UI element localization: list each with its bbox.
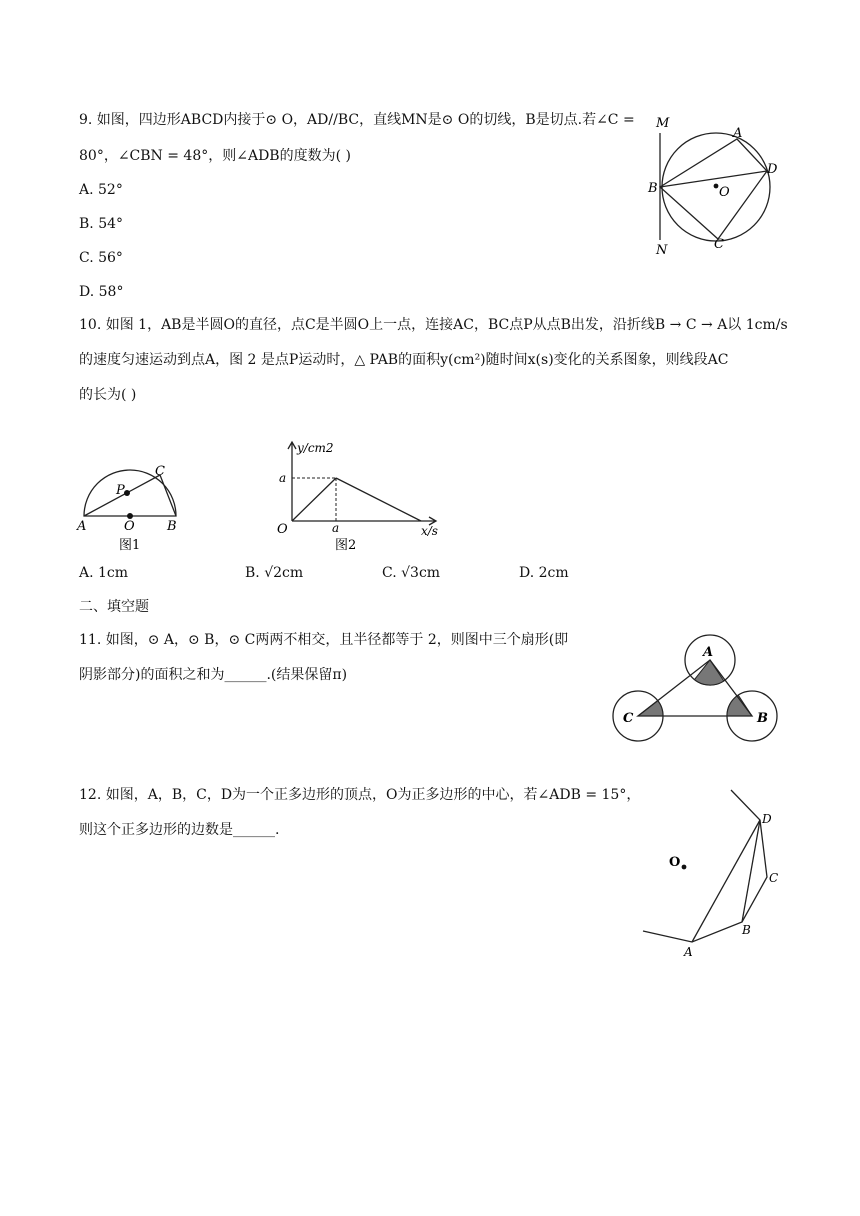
q10-fig2-origin: O bbox=[277, 522, 288, 537]
q10-fig2-caption: 图2 bbox=[335, 538, 357, 553]
q9-label-n: N bbox=[656, 243, 668, 258]
q9-label-m: M bbox=[656, 116, 670, 131]
q10-option-b: B. √2cm bbox=[245, 565, 304, 581]
q9-label-a: A bbox=[733, 126, 743, 141]
q12-line1: 12. 如图，A，B，C，D为一个正多边形的顶点，O为正多边形的中心，若∠ADB = 15°， bbox=[79, 787, 641, 803]
q12-label-o: O bbox=[669, 855, 681, 870]
q10-fig1-label-b: B bbox=[167, 519, 177, 534]
q11-label-b: B bbox=[757, 711, 768, 726]
q12-figure bbox=[635, 785, 785, 960]
q10-fig1-label-c: C bbox=[155, 464, 165, 479]
q10-fig1-label-a: A bbox=[77, 519, 87, 534]
q10-fig2-ylabel: y/cm2 bbox=[297, 441, 334, 455]
q12-label-b: B bbox=[742, 923, 751, 937]
q11-line2: 阴影部分)的面积之和为______.(结果保留π) bbox=[79, 667, 348, 683]
q11-label-a: A bbox=[703, 645, 714, 660]
q9-option-b: B. 54° bbox=[79, 216, 124, 232]
q10-line2: 的速度匀速运动到点A，图 2 是点P运动时，△ PAB的面积y(cm²)随时间x(s)变化的关系图象，则线段AC bbox=[79, 352, 729, 368]
q10-option-d: D. 2cm bbox=[519, 565, 569, 581]
q11-line1: 11. 如图，⊙ A，⊙ B，⊙ C两两不相交，且半径都等于 2，则图中三个扇形(即 bbox=[79, 632, 569, 648]
q10-fig2-xlabel: x/s bbox=[421, 524, 438, 538]
q9-label-o: O bbox=[719, 185, 730, 200]
q12-line2: 则这个正多边形的边数是______. bbox=[79, 822, 280, 838]
q11-figure bbox=[605, 630, 785, 745]
q9-line2: 80°，∠CBN = 48°，则∠ADB的度数为( ) bbox=[79, 148, 351, 164]
q10-figure-2 bbox=[270, 435, 445, 555]
q10-fig2-a-y: a bbox=[279, 471, 287, 485]
section-title: 二、填空题 bbox=[79, 599, 149, 615]
q9-line1: 9. 如图，四边形ABCD内接于⊙ O，AD//BC，直线MN是⊙ O的切线，B是切点.若∠C = bbox=[79, 112, 635, 128]
q9-option-d: D. 58° bbox=[79, 284, 124, 300]
q10-fig1-label-p: P bbox=[116, 483, 125, 498]
q11-label-c: C bbox=[623, 711, 634, 726]
q9-option-c: C. 56° bbox=[79, 250, 123, 266]
q10-fig1-label-o: O bbox=[124, 519, 135, 534]
q9-label-d: D bbox=[767, 162, 778, 177]
q12-label-a: A bbox=[684, 945, 693, 959]
q10-figure-1 bbox=[75, 460, 185, 555]
q10-option-c: C. √3cm bbox=[382, 565, 441, 581]
q10-line3: 的长为( ) bbox=[79, 387, 137, 403]
q9-label-c: C bbox=[714, 237, 724, 252]
q10-option-a: A. 1cm bbox=[79, 565, 129, 581]
q9-option-a: A. 52° bbox=[79, 182, 123, 198]
q10-line1: 10. 如图 1，AB是半圆O的直径，点C是半圆O上一点，连接AC，BC点P从点B出发，沿折线B → C → A以 1cm/s bbox=[79, 317, 788, 333]
q9-figure bbox=[640, 110, 790, 260]
q9-label-b: B bbox=[648, 181, 658, 196]
q12-label-d: D bbox=[762, 812, 772, 826]
q10-fig2-a-x: a bbox=[332, 521, 340, 535]
q10-fig1-caption: 图1 bbox=[119, 538, 141, 553]
q12-label-c: C bbox=[769, 871, 779, 885]
